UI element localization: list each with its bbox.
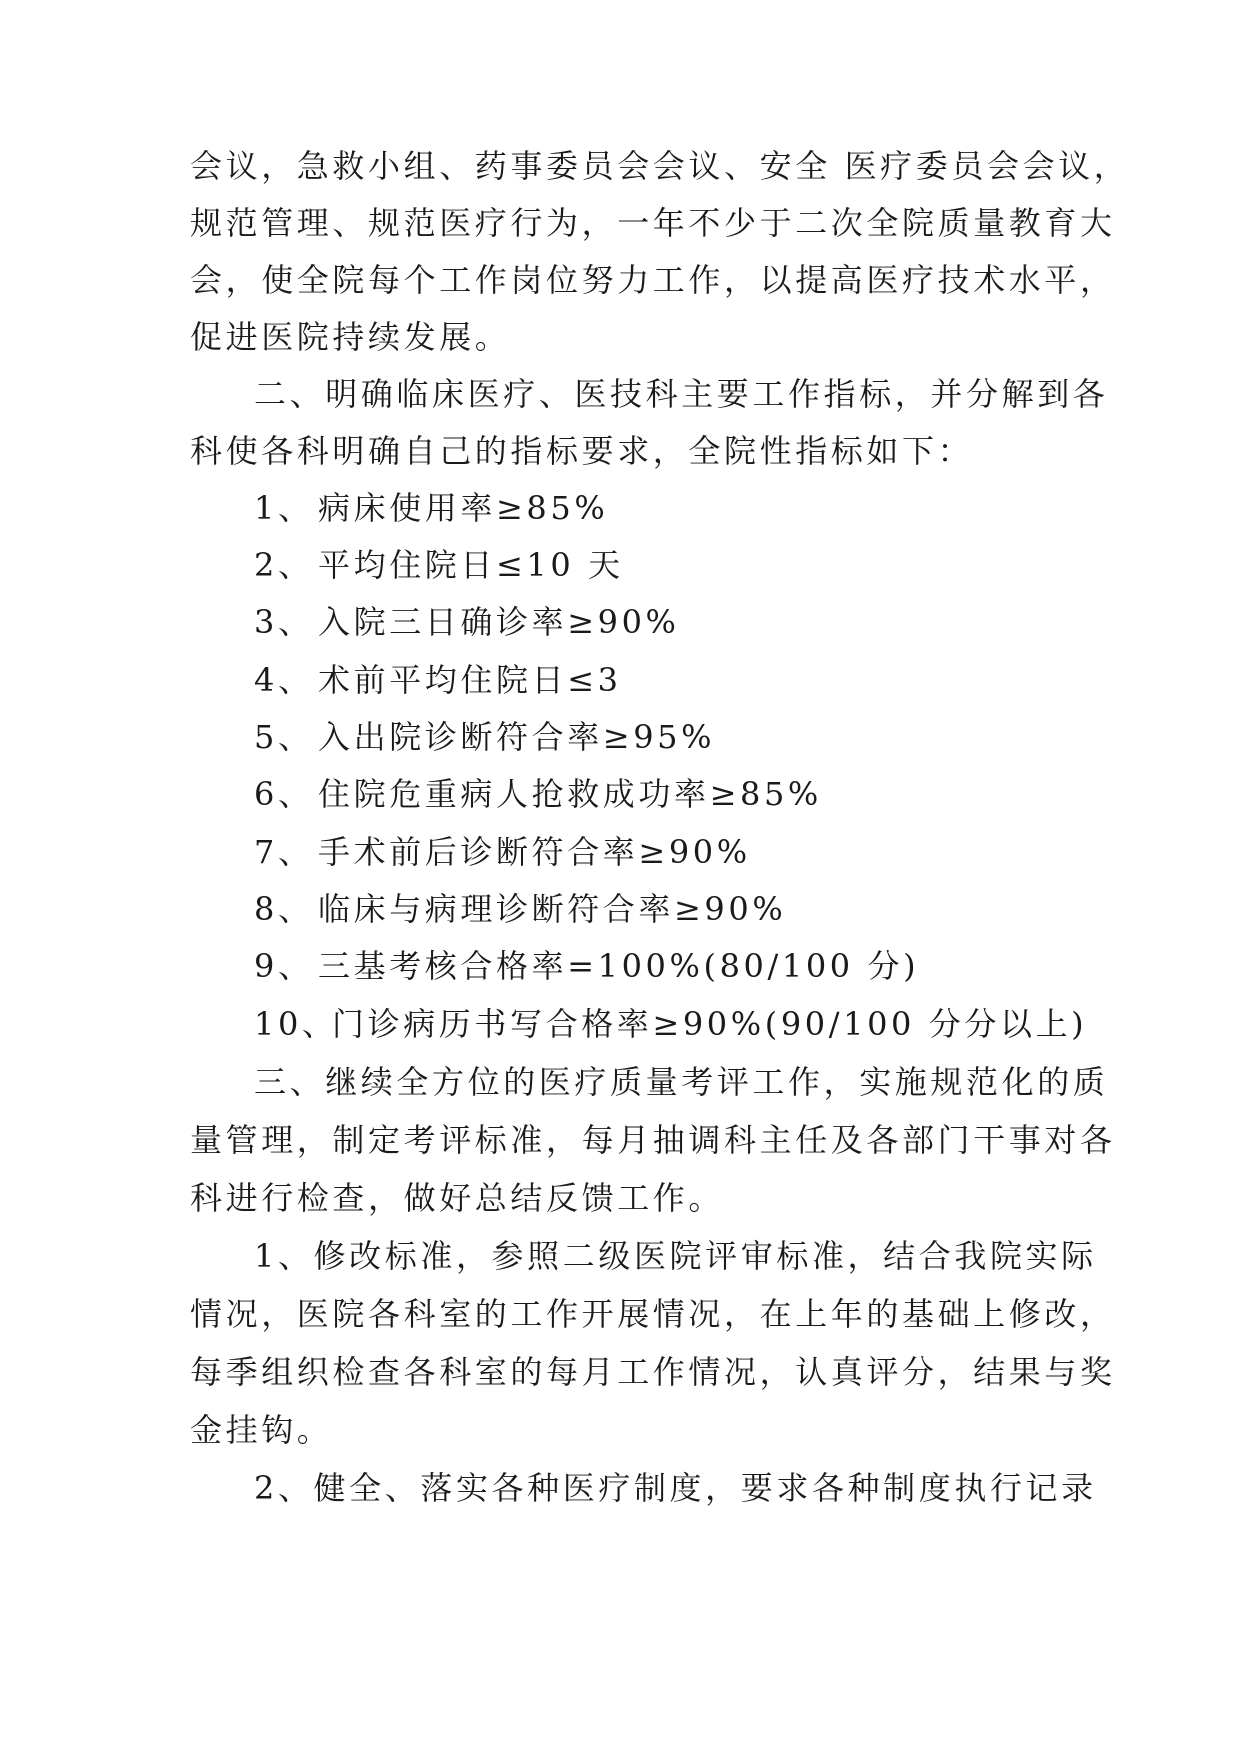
list-item-number: 9、: [254, 947, 314, 985]
list-item-number: 10、: [254, 1005, 338, 1043]
list-item-number: 3、: [254, 603, 314, 641]
list-item: [254, 832, 751, 872]
list-item-text: 术前平均住院日≤3: [318, 661, 622, 699]
list-item-text: 门诊病历书写合格率≥90%(90/100 分分以上): [332, 1005, 1088, 1043]
list-item-number: 8、: [254, 890, 314, 928]
list-item: [254, 889, 786, 929]
list-item-number: 7、: [254, 833, 314, 871]
list-item: [254, 545, 624, 585]
paragraph-line: 每季组织检查各科室的每月工作情况，认真评分，结果与奖: [190, 1353, 1116, 1391]
list-item: [254, 774, 822, 814]
list-item-text: 住院危重病人抢救成功率≥85%: [318, 775, 822, 813]
paragraph-line: 会，使全院每个工作岗位努力工作，以提高医疗技术水平，: [190, 261, 1116, 299]
list-item: [254, 602, 680, 642]
paragraph-line: 量管理，制定考评标准，每月抽调科主任及各部门干事对各: [190, 1121, 1116, 1159]
list-item-number: 4、: [254, 661, 314, 699]
paragraph-line: 1、修改标准，参照二级医院评审标准，结合我院实际: [254, 1237, 1097, 1275]
paragraph-line: 会议，急救小组、药事委员会会议、安全 医疗委员会会议，: [190, 147, 1130, 185]
list-item-text: 平均住院日≤10 天: [318, 546, 624, 584]
list-item-text: 手术前后诊断符合率≥90%: [318, 833, 751, 871]
paragraph-line: 情况，医院各科室的工作开展情况，在上年的基础上修改，: [190, 1295, 1116, 1333]
list-item-text: 入出院诊断符合率≥95%: [318, 718, 716, 756]
paragraph-line: 三、继续全方位的医疗质量考评工作，实施规范化的质: [254, 1063, 1109, 1101]
paragraph-line: 二、明确临床医疗、医技科主要工作指标，并分解到各: [254, 375, 1109, 413]
paragraph-line: 规范管理、规范医疗行为，一年不少于二次全院质量教育大: [190, 204, 1116, 242]
list-item-text: 三基考核合格率=100%(80/100 分): [318, 947, 920, 985]
list-item-number: 1、: [254, 489, 314, 527]
list-item: [254, 717, 715, 757]
list-item-number: 2、: [254, 546, 314, 584]
list-item: [254, 488, 608, 528]
list-item-text: 临床与病理诊断符合率≥90%: [318, 890, 787, 928]
list-item: [254, 660, 622, 700]
paragraph-line: 金挂钩。: [190, 1411, 333, 1449]
list-item-number: 5、: [254, 718, 314, 756]
paragraph-line: 科使各科明确自己的指标要求，全院性指标如下：: [190, 432, 974, 470]
list-item: [254, 1004, 1087, 1044]
paragraph-line: 促进医院持续发展。: [190, 318, 511, 356]
paragraph-line: 科进行检查，做好总结反馈工作。: [190, 1179, 725, 1217]
list-item-number: 6、: [254, 775, 314, 813]
list-item-text: 病床使用率≥85%: [318, 489, 609, 527]
list-item-text: 入院三日确诊率≥90%: [318, 603, 680, 641]
list-item: [254, 946, 919, 986]
paragraph-line: 2、健全、落实各种医疗制度，要求各种制度执行记录: [254, 1469, 1097, 1507]
